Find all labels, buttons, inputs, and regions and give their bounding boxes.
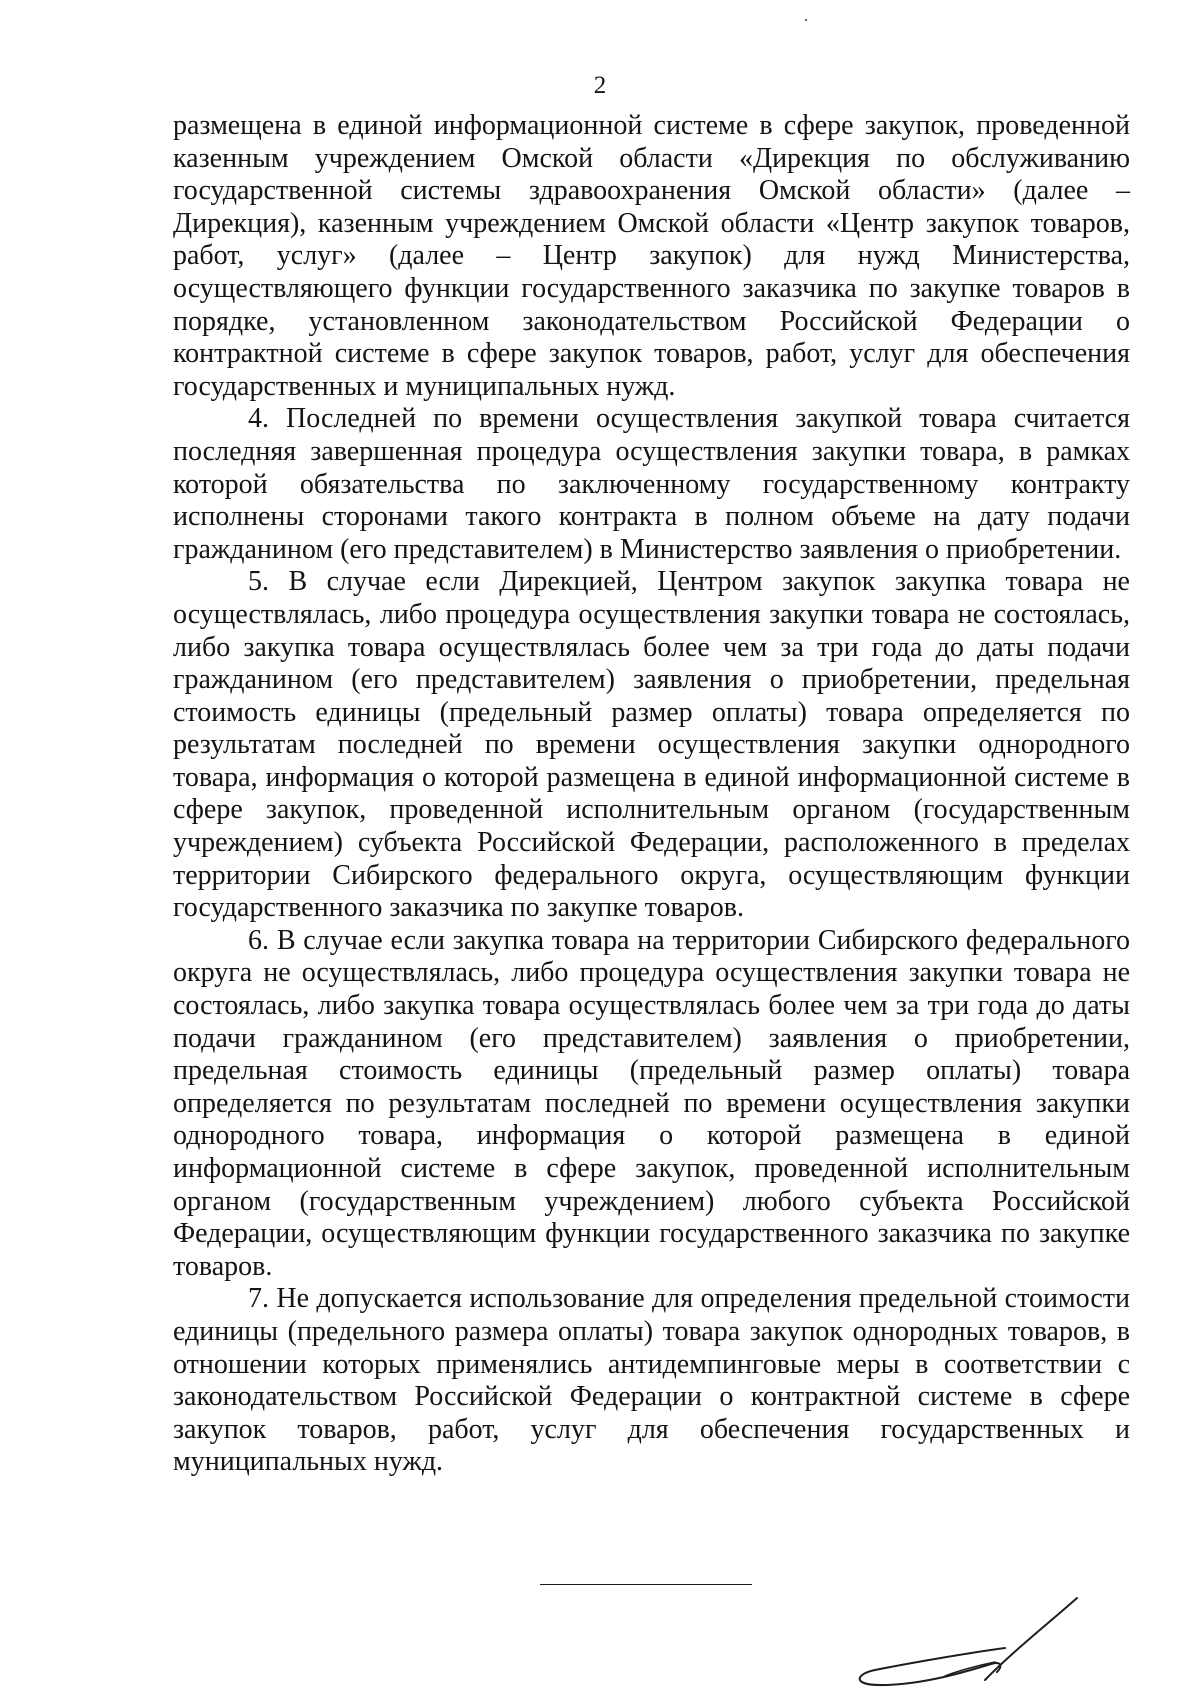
signature-stroke-main [985, 1598, 1077, 1680]
signature-stroke-loop [860, 1648, 1005, 1685]
paragraph-item-6: 6. В случае если закупка товара на территории Сибирского федерального округа не осуществлялась, либо процедура осуществления закупки товара не состоялась, либо закупка товара осуществлялась более чем за три года до даты подачи гражданином (его представителем) заявления о приобретении, предельная стоимость единицы (предельный размер оплаты) товара определяется по результатам последней по времени осуществления закупки однородного товара, информация о которой размещена в единой информационной системе в сфере закупок, проведенной исполнительным органом (государственным учреждением) любого субъекта Российской Федерации, осуществляющим функции государственного заказчика по закупке товаров. [173, 924, 1130, 1282]
signature-stroke-tail [945, 1662, 995, 1676]
document-body [173, 110, 1130, 1479]
handwritten-signature [845, 1592, 1090, 1692]
scan-speck [805, 19, 807, 21]
paragraph-continuation: размещена в единой информационной системе в сфере закупок, проведенной казенным учреждением Омской области «Дирекция по обслуживанию государственной системы здравоохранения Омской области» (далее – Дирекция), казенным учреждением Омской области «Центр закупок товаров, работ, услуг» (далее – Центр закупок) для нужд Министерства, осуществляющего функции государственного заказчика по закупке товаров в порядке, установленном законодательством Российской Федерации о контрактной системе в сфере закупок товаров, работ, услуг для обеспечения государственных и муниципальных нужд. [173, 110, 1130, 402]
paragraph-item-7: 7. Не допускается использование для определения предельной стоимости единицы (предельного размера оплаты) товара закупок однородных товаров, в отношении которых применялись антидемпинговые меры в соответствии с законодательством Российской Федерации о контрактной системе в сфере закупок товаров, работ, услуг для обеспечения государственных и муниципальных нужд. [173, 1283, 1130, 1478]
page-number: 2 [593, 72, 607, 99]
end-of-text-rule [540, 1584, 752, 1585]
paragraph-item-5: 5. В случае если Дирекцией, Центром закупок закупка товара не осуществлялась, либо процедура осуществления закупки товара не состоялась, либо закупка товара осуществлялась более чем за три года до даты подачи гражданином (его представителем) заявления о приобретении, предельная стоимость единицы (предельный размер оплаты) товара определяется по результатам последней по времени осуществления закупки однородного товара, информация о которой размещена в единой информационной системе в сфере закупок, проведенной исполнительным органом (государственным учреждением) субъекта Российской Федерации, расположенного в пределах территории Сибирского федерального округа, осуществляющим функции государственного заказчика по закупке товаров. [173, 566, 1130, 924]
paragraph-item-4: 4. Последней по времени осуществления закупкой товара считается последняя завершенная процедура осуществления закупки товара, в рамках которой обязательства по заключенному государственному контракту исполнены сторонами такого контракта в полном объеме на дату подачи гражданином (его представителем) в Министерство заявления о приобретении. [173, 403, 1130, 565]
